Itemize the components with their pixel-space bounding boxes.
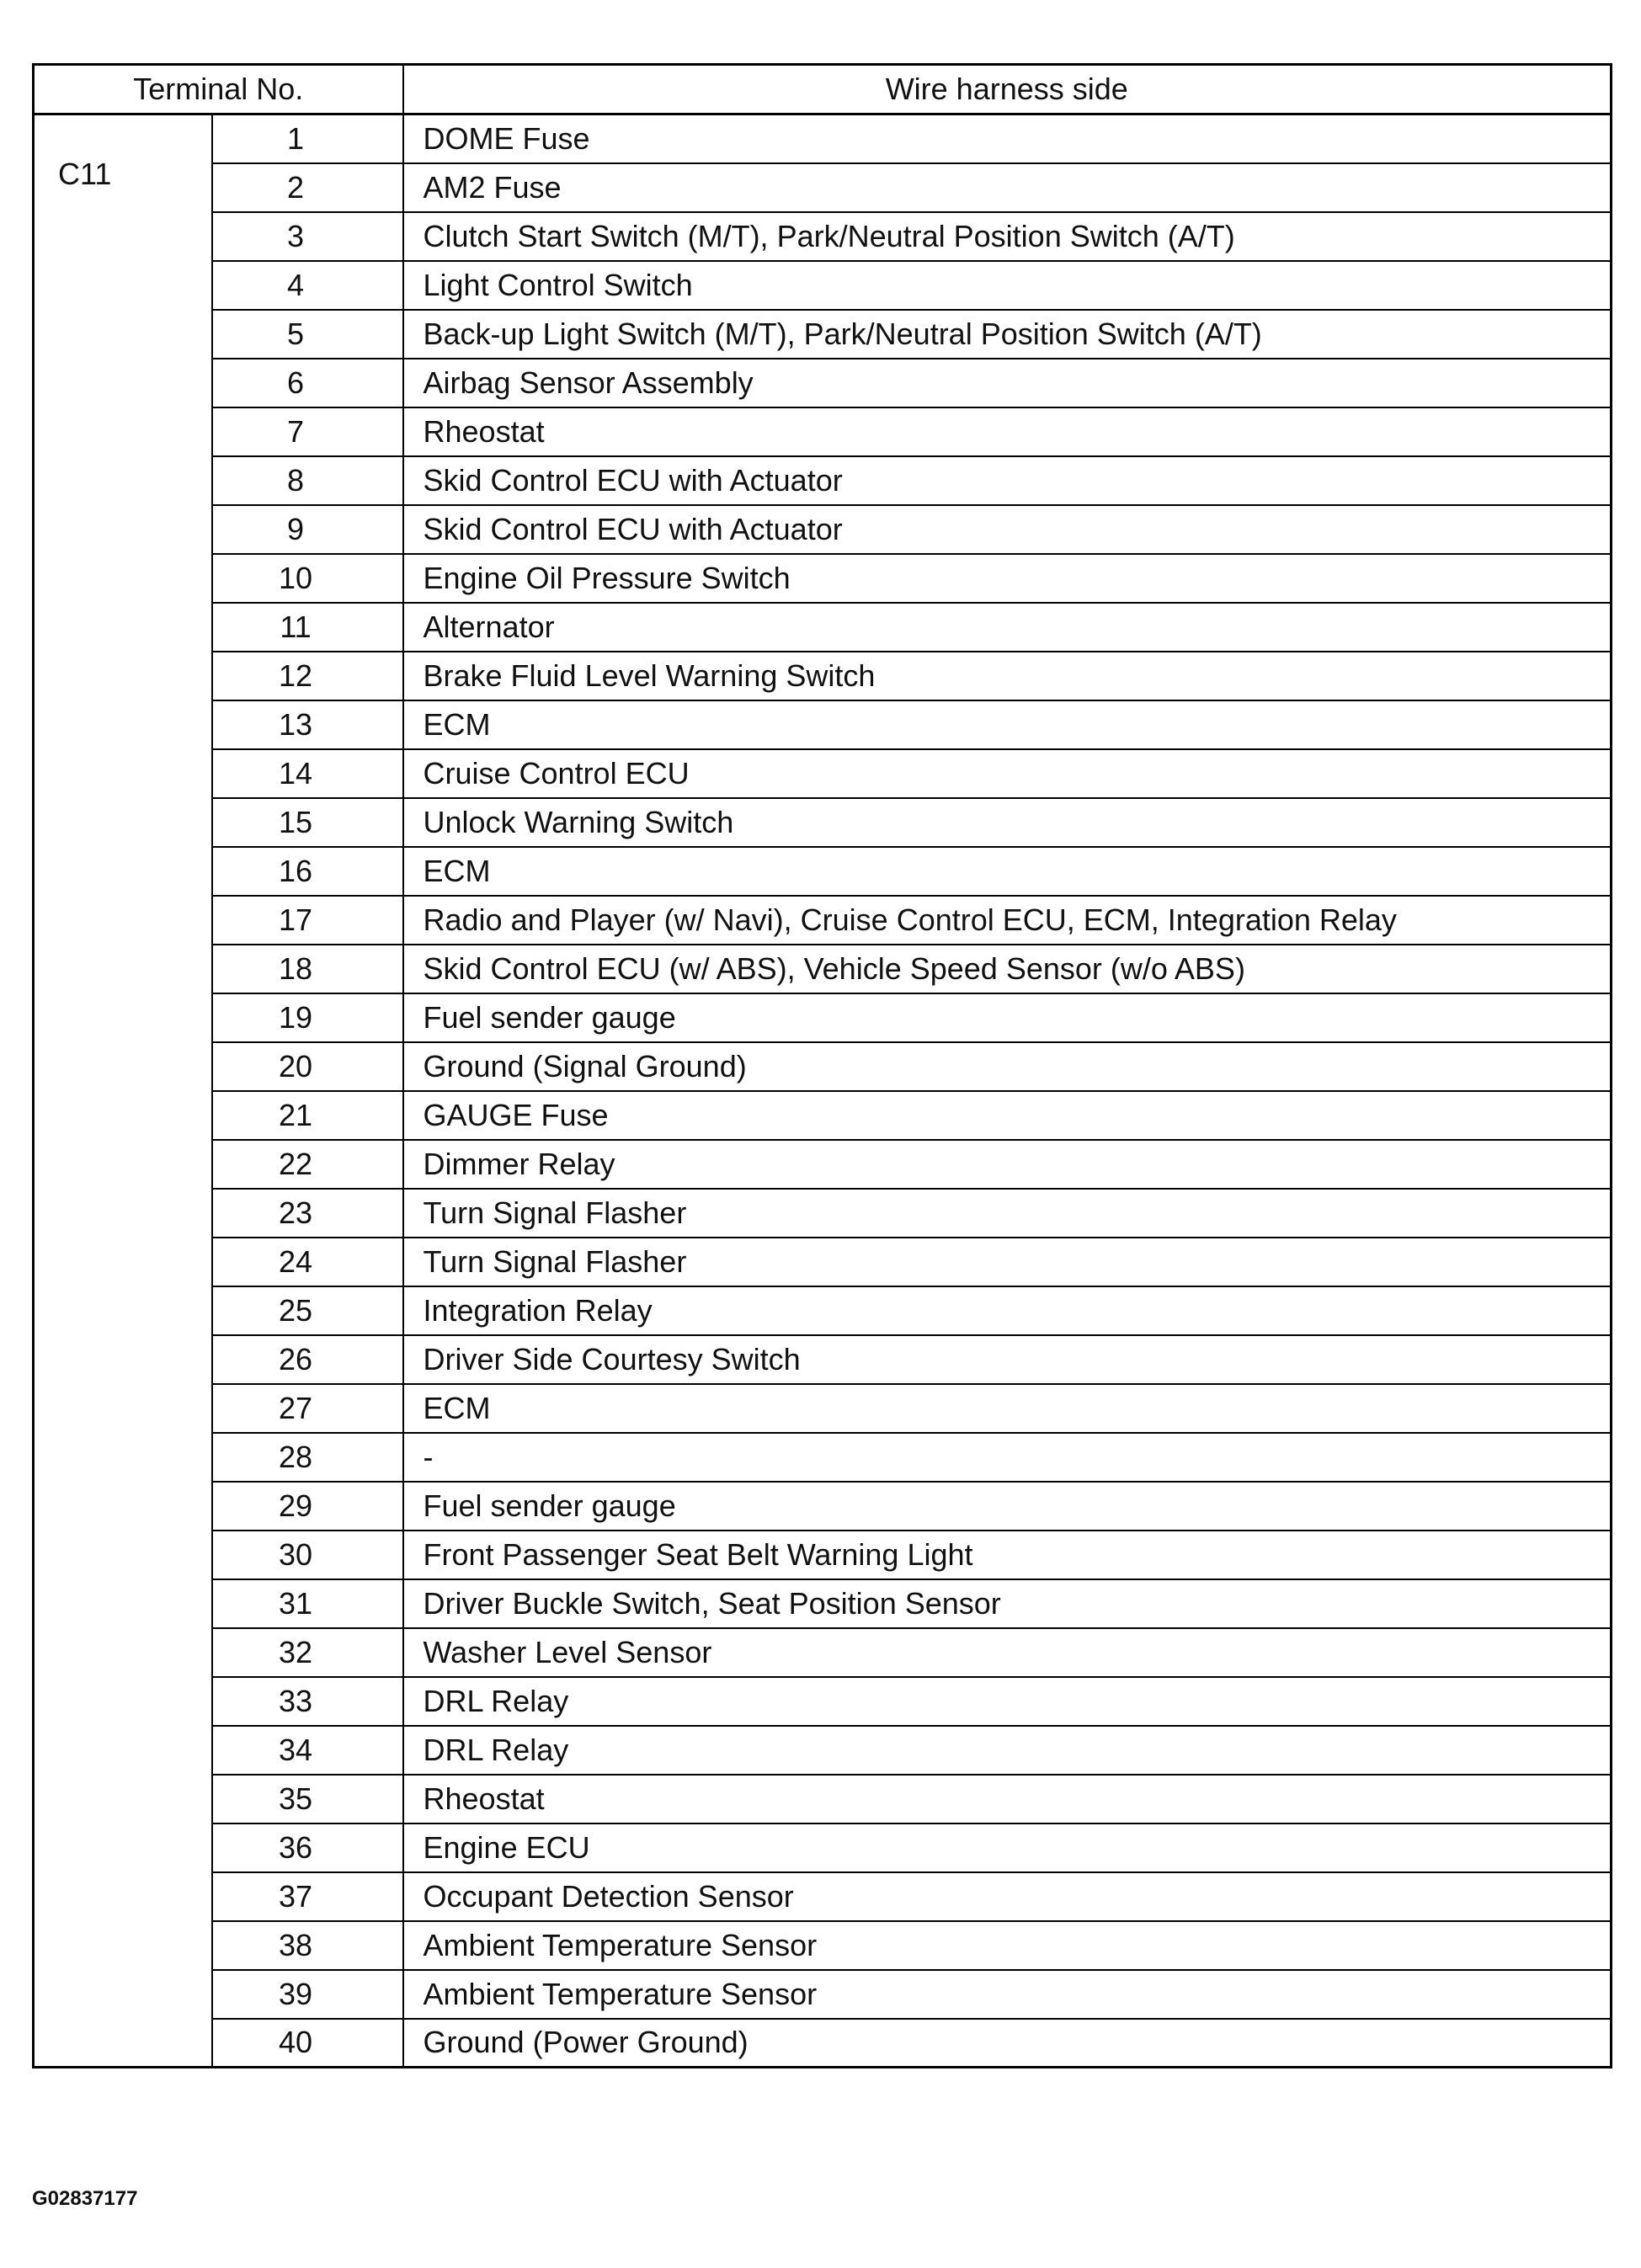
table-row [34, 1189, 1612, 1238]
table-row [34, 212, 1612, 261]
wire-harness-side-header: Wire harness side [403, 65, 1612, 114]
table-row [34, 945, 1612, 993]
terminal-number: 26 [212, 1335, 403, 1384]
table-row [34, 1921, 1612, 1970]
table-row [34, 1238, 1612, 1286]
wire-harness-description: Light Control Switch [403, 261, 1612, 310]
table-row [34, 1384, 1612, 1433]
terminal-number: 17 [212, 896, 403, 945]
table-row [34, 603, 1612, 652]
table-header [34, 65, 1612, 114]
table-row [34, 407, 1612, 456]
terminal-number: 3 [212, 212, 403, 261]
terminal-number: 11 [212, 603, 403, 652]
table-row [34, 1531, 1612, 1579]
wire-harness-description: DRL Relay [403, 1726, 1612, 1775]
wire-harness-description: Fuel sender gauge [403, 1482, 1612, 1531]
terminal-number: 22 [212, 1140, 403, 1189]
wire-harness-description: Driver Buckle Switch, Seat Position Sensor [403, 1579, 1612, 1628]
terminal-number: 14 [212, 749, 403, 798]
terminal-number: 25 [212, 1286, 403, 1335]
wire-harness-description: ECM [403, 847, 1612, 896]
table-row [34, 310, 1612, 359]
wire-harness-description: Ground (Power Ground) [403, 2019, 1612, 2068]
table-row [34, 1042, 1612, 1091]
terminal-number: 20 [212, 1042, 403, 1091]
wire-harness-description: Engine ECU [403, 1823, 1612, 1872]
wire-harness-description: AM2 Fuse [403, 163, 1612, 212]
table-row [34, 1970, 1612, 2019]
terminal-number: 34 [212, 1726, 403, 1775]
terminal-number: 24 [212, 1238, 403, 1286]
table-row [34, 1628, 1612, 1677]
table-row [34, 163, 1612, 212]
table-row [34, 749, 1612, 798]
wire-harness-description: Alternator [403, 603, 1612, 652]
terminal-no-header: Terminal No. [34, 65, 403, 114]
wire-harness-description: Ground (Signal Ground) [403, 1042, 1612, 1091]
terminal-number: 29 [212, 1482, 403, 1531]
terminal-number: 33 [212, 1677, 403, 1726]
wire-harness-description: Occupant Detection Sensor [403, 1872, 1612, 1921]
table-row [34, 1775, 1612, 1823]
wire-harness-description: Skid Control ECU with Actuator [403, 456, 1612, 505]
terminal-number: 10 [212, 554, 403, 603]
table-row [34, 896, 1612, 945]
terminal-number: 32 [212, 1628, 403, 1677]
wire-harness-description: Back-up Light Switch (M/T), Park/Neutral Position Switch (A/T) [403, 310, 1612, 359]
table-row [34, 798, 1612, 847]
terminal-number: 19 [212, 993, 403, 1042]
table-row [34, 700, 1612, 749]
table-row [34, 261, 1612, 310]
wire-harness-description: Unlock Warning Switch [403, 798, 1612, 847]
connector-id: C11 [34, 114, 212, 2068]
terminal-number: 18 [212, 945, 403, 993]
terminal-number: 8 [212, 456, 403, 505]
wire-harness-description: Integration Relay [403, 1286, 1612, 1335]
wire-harness-description: Rheostat [403, 407, 1612, 456]
terminal-number: 37 [212, 1872, 403, 1921]
wire-harness-description: Ambient Temperature Sensor [403, 1921, 1612, 1970]
table-row [34, 1482, 1612, 1531]
table-body [34, 114, 1612, 2068]
table-row [34, 1286, 1612, 1335]
wire-harness-description: Skid Control ECU (w/ ABS), Vehicle Speed Sensor (w/o ABS) [403, 945, 1612, 993]
terminal-table [32, 63, 1612, 2068]
table-row [34, 1823, 1612, 1872]
table-row [34, 1091, 1612, 1140]
table-row [34, 1677, 1612, 1726]
wire-harness-description: Cruise Control ECU [403, 749, 1612, 798]
wire-harness-description: Airbag Sensor Assembly [403, 359, 1612, 407]
terminal-number: 31 [212, 1579, 403, 1628]
wire-harness-description: Front Passenger Seat Belt Warning Light [403, 1531, 1612, 1579]
terminal-number: 5 [212, 310, 403, 359]
table-row [34, 993, 1612, 1042]
wire-harness-description: Ambient Temperature Sensor [403, 1970, 1612, 2019]
terminal-number: 23 [212, 1189, 403, 1238]
wire-harness-description: ECM [403, 1384, 1612, 1433]
terminal-number: 6 [212, 359, 403, 407]
table-row [34, 505, 1612, 554]
table-row [34, 456, 1612, 505]
terminal-number: 28 [212, 1433, 403, 1482]
wire-harness-description: Turn Signal Flasher [403, 1238, 1612, 1286]
terminal-number: 21 [212, 1091, 403, 1140]
terminal-number: 2 [212, 163, 403, 212]
wire-harness-description: Washer Level Sensor [403, 1628, 1612, 1677]
table-row [34, 1579, 1612, 1628]
terminal-number: 15 [212, 798, 403, 847]
terminal-number: 16 [212, 847, 403, 896]
terminal-number: 12 [212, 652, 403, 700]
table-row [34, 652, 1612, 700]
wire-harness-description: Driver Side Courtesy Switch [403, 1335, 1612, 1384]
wire-harness-description: Radio and Player (w/ Navi), Cruise Control ECU, ECM, Integration Relay [403, 896, 1612, 945]
wire-harness-description: Engine Oil Pressure Switch [403, 554, 1612, 603]
table-row [34, 1726, 1612, 1775]
terminal-number: 4 [212, 261, 403, 310]
terminal-number: 7 [212, 407, 403, 456]
table-row [34, 847, 1612, 896]
wire-harness-description: Fuel sender gauge [403, 993, 1612, 1042]
table-row [34, 1140, 1612, 1189]
table-row [34, 1433, 1612, 1482]
table-row [34, 359, 1612, 407]
wire-harness-description: Clutch Start Switch (M/T), Park/Neutral Position Switch (A/T) [403, 212, 1612, 261]
wire-harness-description: Skid Control ECU with Actuator [403, 505, 1612, 554]
table-row [34, 2019, 1612, 2068]
header-row [34, 65, 1612, 114]
wire-harness-description: Dimmer Relay [403, 1140, 1612, 1189]
terminal-number: 9 [212, 505, 403, 554]
table-row [34, 1872, 1612, 1921]
wire-harness-description: DOME Fuse [403, 114, 1612, 163]
terminal-number: 30 [212, 1531, 403, 1579]
wire-harness-description: Rheostat [403, 1775, 1612, 1823]
terminal-number: 39 [212, 1970, 403, 2019]
terminal-number: 13 [212, 700, 403, 749]
wire-harness-description: Turn Signal Flasher [403, 1189, 1612, 1238]
wire-harness-description: DRL Relay [403, 1677, 1612, 1726]
terminal-number: 36 [212, 1823, 403, 1872]
wire-harness-description: Brake Fluid Level Warning Switch [403, 652, 1612, 700]
table-row [34, 554, 1612, 603]
terminal-number: 38 [212, 1921, 403, 1970]
wire-harness-description: GAUGE Fuse [403, 1091, 1612, 1140]
figure-code: G02837177 [32, 2187, 138, 2210]
table-row [34, 1335, 1612, 1384]
table-row [34, 114, 1612, 163]
terminal-number: 40 [212, 2019, 403, 2068]
terminal-number: 1 [212, 114, 403, 163]
terminal-number: 27 [212, 1384, 403, 1433]
terminal-number: 35 [212, 1775, 403, 1823]
wire-harness-description: - [403, 1433, 1612, 1482]
wire-harness-description: ECM [403, 700, 1612, 749]
